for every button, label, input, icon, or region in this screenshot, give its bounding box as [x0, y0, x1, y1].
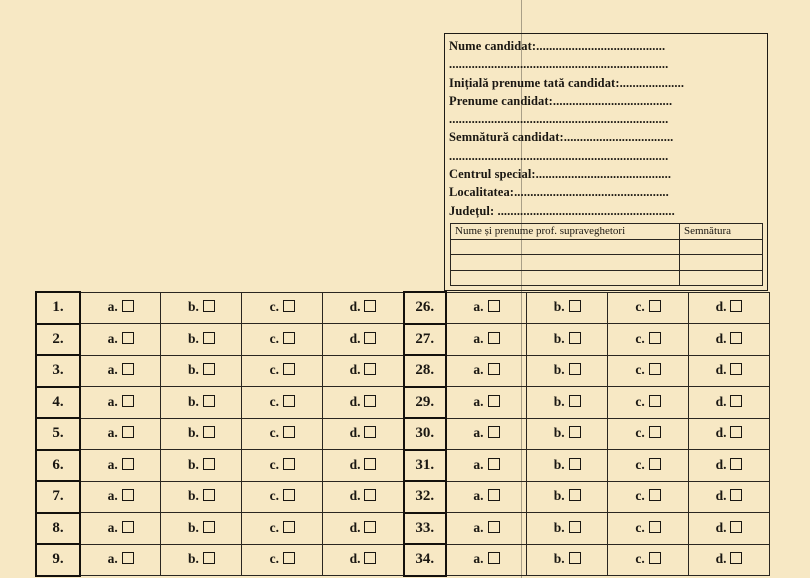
question-number: 33. — [404, 513, 446, 545]
option-cell-b — [527, 292, 608, 324]
option-cell-b — [527, 481, 608, 513]
question-number: 6. — [36, 450, 80, 482]
answer-row — [36, 513, 770, 545]
answer-checkbox[interactable] — [364, 458, 376, 470]
answer-checkbox[interactable] — [569, 521, 581, 533]
option-label: a. — [107, 488, 118, 504]
option-label: c. — [269, 456, 280, 472]
answer-checkbox[interactable] — [122, 521, 134, 533]
option-label: b. — [187, 362, 199, 378]
answer-checkbox[interactable] — [364, 426, 376, 438]
answer-checkbox[interactable] — [283, 521, 295, 533]
option-label: b. — [187, 425, 199, 441]
option-label: a. — [473, 488, 484, 504]
option-cell-a — [446, 387, 527, 419]
option-cell-c — [242, 544, 323, 576]
option-label: b. — [553, 330, 565, 346]
option-cell-d — [689, 544, 770, 576]
option-label: c. — [635, 488, 645, 504]
option-label: d. — [349, 425, 361, 441]
option-cell-d — [323, 387, 404, 419]
option-cell-b — [527, 387, 608, 419]
answer-checkbox[interactable] — [283, 395, 295, 407]
option-label: c. — [269, 551, 280, 567]
option-cell-b — [527, 513, 608, 545]
option-cell-d — [323, 418, 404, 450]
option-label: d. — [715, 551, 727, 567]
option-cell-b — [527, 418, 608, 450]
option-label: a. — [107, 330, 118, 346]
option-cell-c — [608, 513, 689, 545]
option-label: c. — [269, 393, 280, 409]
answer-checkbox[interactable] — [569, 395, 581, 407]
option-label: a. — [473, 425, 484, 441]
question-number: 28. — [404, 355, 446, 387]
option-label: a. — [107, 393, 118, 409]
answer-checkbox[interactable] — [730, 458, 742, 470]
option-cell-a — [80, 292, 161, 324]
answer-checkbox[interactable] — [730, 426, 742, 438]
option-label: d. — [715, 330, 727, 346]
option-label: a. — [107, 456, 118, 472]
answer-checkbox[interactable] — [730, 300, 742, 312]
option-label: a. — [473, 330, 484, 346]
option-cell-a — [446, 324, 527, 356]
answer-checkbox[interactable] — [569, 489, 581, 501]
option-cell-d — [689, 481, 770, 513]
option-cell-c — [608, 450, 689, 482]
supervisor-row — [451, 270, 763, 286]
option-label: d. — [349, 519, 361, 535]
option-cell-b — [161, 481, 242, 513]
option-label: d. — [715, 425, 727, 441]
option-label: c. — [635, 362, 645, 378]
candidate-name-line[interactable]: Nume candidat:........................................ — [449, 39, 666, 53]
option-cell-c — [242, 324, 323, 356]
answer-checkbox[interactable] — [122, 458, 134, 470]
answer-checkbox[interactable] — [730, 552, 742, 564]
option-label: b. — [553, 425, 565, 441]
question-number: 4. — [36, 387, 80, 419]
option-cell-c — [608, 544, 689, 576]
answer-checkbox[interactable] — [649, 552, 661, 564]
option-cell-d — [323, 481, 404, 513]
answer-checkbox[interactable] — [203, 395, 215, 407]
option-label: a. — [473, 393, 484, 409]
option-label: b. — [187, 456, 199, 472]
option-label: d. — [715, 299, 727, 315]
question-number: 5. — [36, 418, 80, 450]
option-label: b. — [187, 299, 199, 315]
option-cell-c — [242, 481, 323, 513]
option-cell-b — [161, 513, 242, 545]
option-cell-b — [527, 450, 608, 482]
question-number: 8. — [36, 513, 80, 545]
option-label: b. — [553, 488, 565, 504]
answer-checkbox[interactable] — [364, 521, 376, 533]
answer-checkbox[interactable] — [488, 363, 500, 375]
option-label: c. — [635, 393, 645, 409]
option-cell-b — [161, 292, 242, 324]
option-cell-a — [80, 418, 161, 450]
question-number: 3. — [36, 355, 80, 387]
option-cell-b — [527, 544, 608, 576]
answer-checkbox[interactable] — [730, 363, 742, 375]
supervisor-table — [450, 223, 763, 286]
answer-checkbox[interactable] — [122, 426, 134, 438]
option-label: a. — [473, 519, 484, 535]
option-cell-d — [323, 324, 404, 356]
option-label: d. — [349, 456, 361, 472]
answer-checkbox[interactable] — [122, 489, 134, 501]
option-cell-d — [689, 513, 770, 545]
option-cell-d — [689, 292, 770, 324]
father-initial-line[interactable]: Inițială prenume tată candidat:.................... — [449, 75, 685, 90]
question-number: 27. — [404, 324, 446, 356]
answer-checkbox[interactable] — [203, 300, 215, 312]
option-cell-a — [80, 513, 161, 545]
option-label: a. — [107, 551, 118, 567]
option-cell-b — [161, 355, 242, 387]
answer-row — [36, 481, 770, 513]
answer-checkbox[interactable] — [649, 363, 661, 375]
answer-checkbox[interactable] — [649, 300, 661, 312]
option-label: b. — [187, 330, 199, 346]
supervisor-row — [451, 239, 763, 255]
option-cell-d — [323, 513, 404, 545]
option-cell-d — [689, 324, 770, 356]
option-label: b. — [553, 393, 565, 409]
option-label: c. — [269, 425, 280, 441]
answer-checkbox[interactable] — [649, 458, 661, 470]
supervisor-name-cell[interactable] — [451, 255, 680, 271]
option-cell-b — [161, 544, 242, 576]
question-number: 1. — [36, 292, 80, 324]
option-cell-c — [608, 481, 689, 513]
option-label: c. — [635, 456, 645, 472]
answer-checkbox[interactable] — [649, 395, 661, 407]
answer-checkbox[interactable] — [364, 395, 376, 407]
answer-row — [36, 324, 770, 356]
answer-checkbox[interactable] — [203, 426, 215, 438]
answer-checkbox[interactable] — [488, 395, 500, 407]
answer-checkbox[interactable] — [488, 426, 500, 438]
question-number: 2. — [36, 324, 80, 356]
candidate-signature-line[interactable]: Semnătură candidat:.................................. — [449, 130, 674, 145]
answer-checkbox[interactable] — [364, 363, 376, 375]
option-cell-b — [527, 355, 608, 387]
option-cell-b — [161, 387, 242, 419]
option-cell-b — [161, 324, 242, 356]
supervisor-name-header: Nume și prenume prof. supraveghetori — [451, 224, 680, 240]
answer-checkbox[interactable] — [364, 300, 376, 312]
option-cell-d — [323, 355, 404, 387]
option-label: a. — [107, 425, 118, 441]
option-cell-a — [80, 450, 161, 482]
answer-row — [36, 450, 770, 482]
answer-checkbox[interactable] — [283, 300, 295, 312]
answer-checkbox[interactable] — [488, 552, 500, 564]
option-label: a. — [107, 362, 118, 378]
answer-checkbox[interactable] — [203, 521, 215, 533]
answer-checkbox[interactable] — [283, 489, 295, 501]
answer-checkbox[interactable] — [283, 552, 295, 564]
option-cell-d — [323, 544, 404, 576]
option-label: d. — [349, 330, 361, 346]
answer-checkbox[interactable] — [488, 521, 500, 533]
answer-checkbox[interactable] — [569, 363, 581, 375]
option-label: c. — [269, 330, 280, 346]
answer-checkbox[interactable] — [122, 332, 134, 344]
answer-checkbox[interactable] — [730, 332, 742, 344]
option-label: c. — [635, 425, 645, 441]
answer-checkbox[interactable] — [283, 426, 295, 438]
option-label: b. — [187, 488, 199, 504]
option-label: d. — [349, 393, 361, 409]
option-cell-b — [161, 450, 242, 482]
answer-checkbox[interactable] — [730, 489, 742, 501]
option-label: c. — [635, 519, 645, 535]
option-label: b. — [553, 362, 565, 378]
question-number: 7. — [36, 481, 80, 513]
supervisor-signature-cell[interactable] — [680, 255, 763, 271]
option-cell-d — [323, 292, 404, 324]
answer-checkbox[interactable] — [364, 332, 376, 344]
county-line[interactable]: Județul: ....................................................... — [449, 203, 675, 218]
option-cell-d — [689, 450, 770, 482]
candidate-signature-continuation-line[interactable]: .................................................................... — [449, 148, 669, 163]
option-label: d. — [349, 362, 361, 378]
question-number: 30. — [404, 418, 446, 450]
answer-checkbox[interactable] — [283, 332, 295, 344]
candidate-name-continuation-line[interactable]: .................................................................... — [449, 57, 669, 72]
answer-checkbox[interactable] — [203, 363, 215, 375]
answer-checkbox[interactable] — [569, 426, 581, 438]
option-label: d. — [715, 519, 727, 535]
option-cell-a — [446, 418, 527, 450]
option-label: d. — [715, 488, 727, 504]
option-cell-a — [80, 324, 161, 356]
answer-checkbox[interactable] — [569, 458, 581, 470]
option-cell-a — [446, 450, 527, 482]
option-cell-d — [323, 450, 404, 482]
option-label: b. — [553, 299, 565, 315]
answer-checkbox[interactable] — [122, 363, 134, 375]
option-label: b. — [187, 551, 199, 567]
option-cell-c — [608, 418, 689, 450]
answer-checkbox[interactable] — [649, 489, 661, 501]
option-label: d. — [715, 362, 727, 378]
answer-checkbox[interactable] — [122, 552, 134, 564]
option-label: d. — [349, 488, 361, 504]
candidate-info-box — [444, 33, 768, 291]
option-cell-a — [446, 292, 527, 324]
option-label: c. — [269, 519, 280, 535]
option-label: d. — [715, 456, 727, 472]
option-label: d. — [349, 299, 361, 315]
question-number: 32. — [404, 481, 446, 513]
option-label: b. — [187, 393, 199, 409]
option-label: d. — [349, 551, 361, 567]
option-cell-c — [242, 387, 323, 419]
option-label: a. — [107, 519, 118, 535]
answer-checkbox[interactable] — [649, 521, 661, 533]
option-cell-c — [608, 355, 689, 387]
answer-checkbox[interactable] — [649, 332, 661, 344]
answer-checkbox[interactable] — [283, 458, 295, 470]
option-cell-d — [689, 355, 770, 387]
answer-checkbox[interactable] — [488, 300, 500, 312]
answer-checkbox[interactable] — [203, 332, 215, 344]
option-label: c. — [635, 330, 645, 346]
answer-checkbox[interactable] — [730, 395, 742, 407]
option-cell-c — [608, 324, 689, 356]
answer-grid — [35, 291, 770, 577]
answer-checkbox[interactable] — [488, 458, 500, 470]
question-number: 34. — [404, 544, 446, 576]
option-cell-c — [242, 355, 323, 387]
supervisor-name-cell[interactable] — [451, 270, 680, 286]
supervisor-signature-header: Semnătura — [680, 224, 763, 240]
option-cell-c — [242, 292, 323, 324]
answer-row — [36, 418, 770, 450]
answer-checkbox[interactable] — [488, 489, 500, 501]
option-label: d. — [715, 393, 727, 409]
supervisor-name-cell[interactable] — [451, 239, 680, 255]
option-cell-c — [242, 450, 323, 482]
first-name-continuation-line[interactable]: .................................................................... — [449, 112, 669, 127]
option-label: c. — [269, 299, 280, 315]
option-label: a. — [473, 456, 484, 472]
option-cell-c — [608, 292, 689, 324]
option-label: c. — [269, 362, 280, 378]
answer-row — [36, 544, 770, 576]
supervisor-table-header — [451, 224, 763, 240]
option-label: a. — [473, 299, 484, 315]
answer-row — [36, 387, 770, 419]
option-label: b. — [187, 519, 199, 535]
question-number: 26. — [404, 292, 446, 324]
option-cell-a — [80, 355, 161, 387]
question-number: 31. — [404, 450, 446, 482]
answer-checkbox[interactable] — [203, 489, 215, 501]
locality-line[interactable]: Localitatea:................................................ — [449, 185, 669, 200]
option-label: b. — [553, 551, 565, 567]
answer-checkbox[interactable] — [364, 489, 376, 501]
supervisor-signature-cell[interactable] — [680, 270, 763, 286]
option-cell-c — [242, 513, 323, 545]
option-cell-b — [161, 418, 242, 450]
answer-checkbox[interactable] — [569, 300, 581, 312]
option-label: c. — [635, 551, 645, 567]
answer-checkbox[interactable] — [569, 552, 581, 564]
option-label: a. — [473, 362, 484, 378]
option-label: b. — [553, 519, 565, 535]
option-label: c. — [635, 299, 645, 315]
answer-checkbox[interactable] — [283, 363, 295, 375]
first-name-line[interactable]: Prenume candidat:..................................... — [449, 93, 673, 108]
option-cell-d — [689, 387, 770, 419]
option-label: a. — [107, 299, 118, 315]
answer-checkbox[interactable] — [488, 332, 500, 344]
supervisor-signature-cell[interactable] — [680, 239, 763, 255]
answer-checkbox[interactable] — [649, 426, 661, 438]
option-cell-a — [80, 544, 161, 576]
option-cell-a — [80, 481, 161, 513]
answer-checkbox[interactable] — [203, 458, 215, 470]
option-cell-c — [608, 387, 689, 419]
answer-row — [36, 292, 770, 324]
answer-checkbox[interactable] — [203, 552, 215, 564]
answer-checkbox[interactable] — [364, 552, 376, 564]
answer-checkbox[interactable] — [122, 300, 134, 312]
answer-checkbox[interactable] — [122, 395, 134, 407]
question-number: 9. — [36, 544, 80, 576]
option-cell-a — [446, 355, 527, 387]
supervisor-row — [451, 255, 763, 271]
option-cell-a — [446, 513, 527, 545]
special-center-line[interactable]: Centrul special:.......................................... — [449, 167, 672, 182]
option-cell-a — [446, 544, 527, 576]
option-cell-a — [446, 481, 527, 513]
answer-checkbox[interactable] — [569, 332, 581, 344]
option-label: a. — [473, 551, 484, 567]
question-number: 29. — [404, 387, 446, 419]
option-cell-b — [527, 324, 608, 356]
option-label: b. — [553, 456, 565, 472]
option-cell-c — [242, 418, 323, 450]
answer-checkbox[interactable] — [730, 521, 742, 533]
option-label: c. — [269, 488, 280, 504]
answer-row — [36, 355, 770, 387]
option-cell-d — [689, 418, 770, 450]
option-cell-a — [80, 387, 161, 419]
